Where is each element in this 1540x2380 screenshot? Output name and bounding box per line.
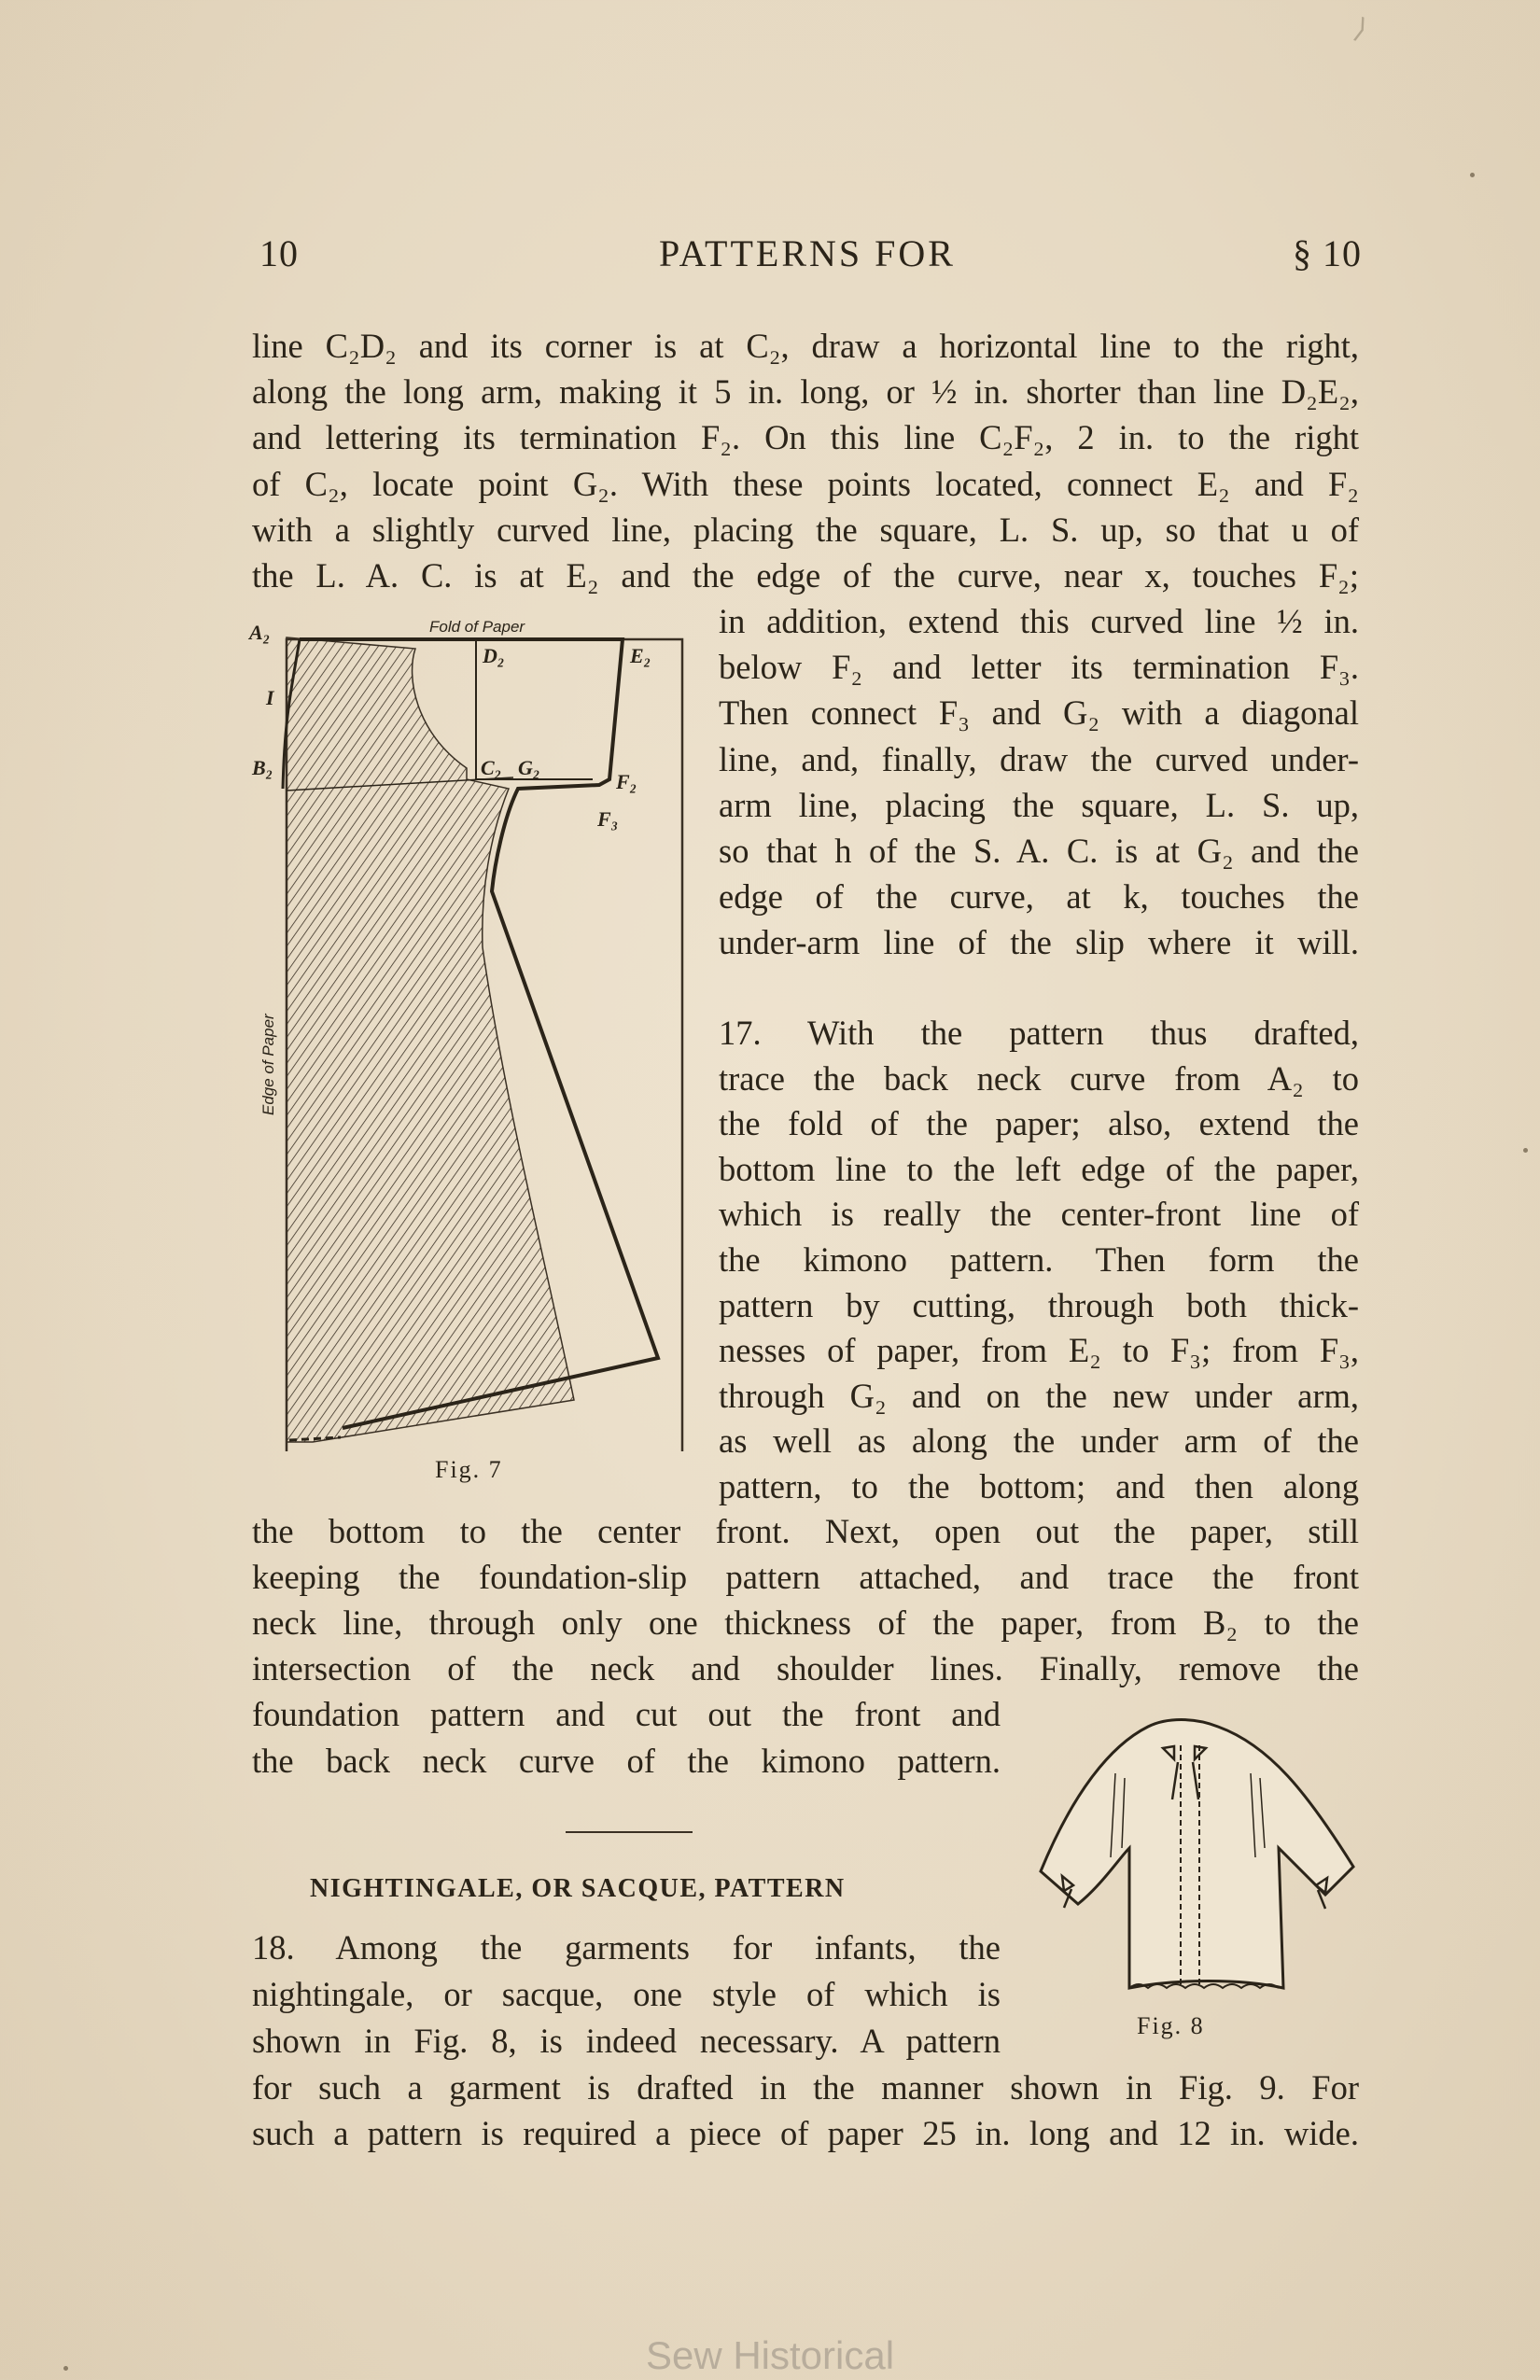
text-line: which is really the center-front line of (719, 1195, 1359, 1234)
figure-7-diagram (247, 611, 695, 1451)
text-line: nesses of paper, from E₂ to F₃; from F₃, (719, 1331, 1359, 1370)
edge-of-paper-label: Edge of Paper (259, 1014, 277, 1115)
text-line: neck line, through only one thickness of the paper, from B₂ to the (252, 1603, 1359, 1642)
text-line: bottom line to the left edge of the paper, (719, 1149, 1359, 1188)
text-line: for such a garment is drafted in the manner shown in Fig. 9. For (252, 2068, 1359, 2107)
point-f2: F₂ (616, 770, 637, 793)
text-line: foundation pattern and cut out the front and (252, 1695, 1001, 1733)
text-line: line, and, finally, draw the curved under- (719, 739, 1359, 778)
point-g2: G₂ (518, 756, 540, 779)
scalloped-hem (1129, 1984, 1279, 1988)
text-line: the L. A. C. is at E₂ and the edge of the curve, near x, touches F₂; (252, 556, 1359, 595)
text-line: pattern by cutting, through both thick- (719, 1285, 1359, 1324)
text-line: along the long arm, making it 5 in. long, or ½ in. shorter than line D₂E₂, (252, 372, 1359, 412)
margin-mark: ⟩ (1350, 12, 1372, 47)
text-line: pattern, to the bottom; and then along (719, 1467, 1359, 1505)
point-f3: F₃ (597, 807, 619, 831)
watermark: Sew Historical (645, 2333, 895, 2377)
text-line: through G₂ and on the new under arm, (719, 1376, 1359, 1415)
text-line: under-arm line of the slip where it will. (719, 923, 1359, 962)
running-title: PATTERNS FOR (659, 232, 956, 274)
text-line: the bottom to the center front. Next, open out the paper, still (252, 1512, 1359, 1550)
text-line: intersection of the neck and shoulder lines. Finally, remove the (252, 1649, 1359, 1687)
text-line: the kimono pattern. Then form the (719, 1240, 1359, 1279)
section-divider (566, 1831, 693, 1833)
figure-8-caption: Fig. 8 (1137, 2012, 1205, 2039)
text-line: and lettering its termination F₂. On this line C₂F₂, 2 in. to the right (252, 418, 1359, 457)
point-d2: D₂ (483, 644, 505, 667)
text-line: of C₂, locate point G₂. With these points located, connect E₂ and F₂ (252, 464, 1359, 503)
text-line: trace the back neck curve from A₂ to (719, 1058, 1359, 1098)
text-line: 18. Among the garments for infants, the (252, 1928, 1001, 1967)
text-line: keeping the foundation-slip pattern attached, and trace the front (252, 1558, 1359, 1596)
point-b2: B₂ (252, 756, 273, 779)
point-a2: A₂ (249, 621, 271, 644)
page-number: 10 (259, 232, 299, 274)
text-line: 17. With the pattern thus drafted, (719, 1014, 1359, 1052)
sacque-body (1041, 1720, 1353, 1989)
text-line: shown in Fig. 8, is indeed necessary. A pattern (252, 2022, 1001, 2060)
figure-8-illustration (1008, 1708, 1363, 2007)
text-line: below F₂ and letter its termination F₃. (719, 648, 1359, 687)
point-e2: E₂ (630, 644, 651, 667)
text-line: in addition, extend this curved line ½ in. (719, 602, 1359, 640)
paper-speck (1470, 173, 1475, 177)
section-heading: NIGHTINGALE, OR SACQUE, PATTERN (310, 1874, 846, 1903)
point-c2: C₂ (481, 756, 502, 779)
text-line: with a slightly curved line, placing the square, L. S. up, so that u of (252, 510, 1359, 549)
text-line: line C₂D₂ and its corner is at C₂, draw a horizontal line to the right, (252, 327, 1359, 365)
paper-speck (63, 2366, 68, 2371)
text-line: as well as along the under arm of the (719, 1421, 1359, 1461)
figure-7-caption: Fig. 7 (435, 1456, 503, 1483)
text-line: nightingale, or sacque, one style of which is (252, 1975, 1001, 2013)
text-line: Then connect F₃ and G₂ with a diagonal (719, 693, 1359, 733)
text-line: the fold of the paper; also, extend the (719, 1104, 1359, 1143)
text-line: arm line, placing the square, L. S. up, (719, 785, 1359, 824)
text-line: such a pattern is required a piece of paper 25 in. long and 12 in. wide. (252, 2114, 1359, 2152)
section-marker: § 10 (1293, 232, 1362, 274)
fold-of-paper-label: Fold of Paper (429, 618, 525, 636)
text-line: so that h of the S. A. C. is at G₂ and the (719, 832, 1359, 870)
point-i: I (266, 686, 274, 709)
text-line: the back neck curve of the kimono pattern. (252, 1742, 1001, 1780)
paper-speck (1523, 1148, 1528, 1153)
text-line: edge of the curve, at k, touches the (719, 877, 1359, 917)
